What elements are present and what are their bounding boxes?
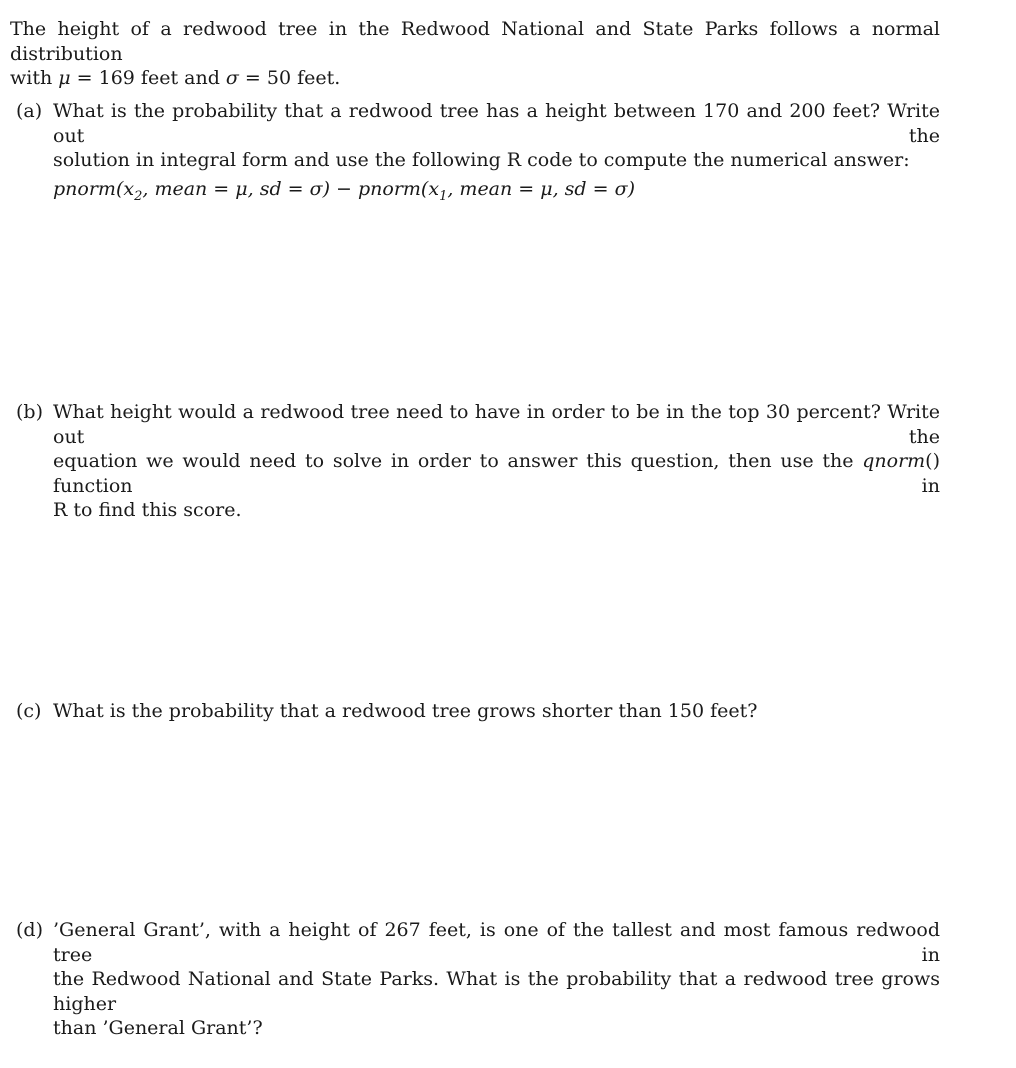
problem-intro	[10, 17, 940, 91]
intro-mu-value: = 169 feet and	[70, 67, 226, 89]
question-b-line-2-end: () function in	[53, 450, 940, 497]
question-b-body	[53, 400, 940, 523]
question-d-line-1: ’General Grant’, with a height of 267 feet, is one of the tallest and most famous redwood tree in	[53, 919, 940, 966]
question-b-line-3: R to find this score.	[53, 499, 242, 521]
intro-line-2	[10, 66, 940, 91]
question-d-line-2: the Redwood National and State Parks. What is the probability that a redwood tree grows higher	[53, 968, 940, 1015]
code-equals: =	[586, 177, 615, 200]
code-part: μ, sd	[235, 177, 282, 200]
intro-line-1: The height of a redwood tree in the Redwood National and State Parks follows a normal distribution	[10, 18, 940, 65]
code-part: σ) − pnorm(x	[309, 177, 440, 200]
question-a-label: (a)	[16, 100, 43, 122]
mu-symbol: μ	[58, 67, 71, 89]
r-code-formula	[53, 177, 940, 205]
question-b-line-2	[53, 449, 940, 498]
intro-with: with	[10, 67, 59, 89]
code-subscript: 2	[134, 189, 143, 205]
code-equals: =	[281, 177, 310, 200]
code-part: pnorm(x	[53, 177, 135, 200]
sigma-symbol: σ	[225, 67, 239, 89]
code-equals: =	[512, 177, 541, 200]
intro-sigma-value: = 50 feet.	[238, 67, 341, 89]
code-equals: =	[207, 177, 236, 200]
question-d-body	[53, 918, 940, 1041]
question-c-body	[53, 699, 940, 724]
question-b-line-1: What height would a redwood tree need to have in order to be in the top 30 percent? Write out the	[53, 401, 940, 448]
question-b-line-2-text: equation we would need to solve in order to answer this question, then use the	[53, 450, 863, 472]
code-subscript: 1	[439, 189, 448, 205]
question-c-label: (c)	[16, 700, 42, 722]
code-part: , mean	[447, 177, 513, 200]
qnorm-function: qnorm	[862, 450, 926, 472]
question-a-body	[53, 99, 940, 205]
question-d-label: (d)	[16, 919, 43, 941]
code-part: μ, sd	[540, 177, 587, 200]
question-a-line-2: solution in integral form and use the following R code to compute the numerical answer:	[53, 149, 910, 171]
code-part: σ)	[614, 177, 635, 200]
code-part: , mean	[142, 177, 208, 200]
question-a-line-1: What is the probability that a redwood tree has a height between 170 and 200 feet? Write out the	[53, 100, 940, 147]
question-b-label: (b)	[16, 401, 43, 423]
question-c-line-1: What is the probability that a redwood tree grows shorter than 150 feet?	[53, 700, 758, 722]
question-d-line-3: than ’General Grant’?	[53, 1017, 263, 1039]
